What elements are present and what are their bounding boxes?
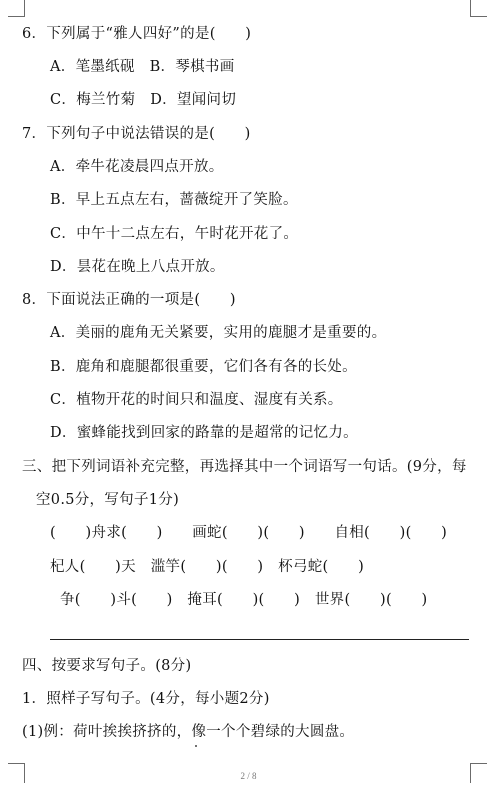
question-7-option-c: C．中午十二点左右，午时花开花了。: [50, 226, 299, 242]
subquestion-1-heading: 1．照样子写句子。(4分，每小题2分): [22, 691, 270, 707]
question-7-option-a: A．牵牛花凌晨四点开放。: [50, 159, 224, 175]
question-8-option-a: A．美丽的鹿角无关紧要，实用的鹿腿才是重要的。: [50, 325, 387, 341]
crop-mark-bottom-left-h: [8, 763, 25, 764]
section-3-heading: 三、把下列词语补充完整，再选择其中一个词语写一句话。(9分，每: [22, 459, 467, 475]
section-3-heading-cont: 空0.5分，写句子1分): [36, 492, 180, 508]
question-6-options-ab: A．笔墨纸砚 B．琴棋书画: [50, 59, 235, 75]
section-4-heading: 四、按要求写句子。(8分): [22, 658, 192, 674]
page-number: 2 / 8: [240, 771, 257, 781]
question-6-options-cd: C．梅兰竹菊 D．望闻问切: [50, 92, 237, 108]
ink-dot: [195, 745, 197, 747]
question-8-option-c: C．植物开花的时间只和温度、湿度有关系。: [50, 392, 343, 408]
crop-mark-top-left-h: [8, 16, 25, 17]
crop-mark-top-left-v: [24, 0, 25, 16]
crop-mark-bottom-right-h: [470, 763, 487, 764]
question-7-option-d: D．昙花在晚上八点开放。: [50, 259, 225, 275]
example-sentence: (1)例：荷叶挨挨挤挤的，像一个个碧绿的大圆盘。: [22, 724, 355, 740]
crop-mark-top-right-v: [470, 0, 471, 16]
question-7-stem: 7．下列句子中说法错误的是( ): [22, 126, 251, 142]
question-6-stem: 6．下列属于“雅人四好”的是( ): [22, 26, 252, 42]
idiom-row-3: 争( )斗( ) 掩耳( )( ) 世界( )( ): [60, 592, 428, 608]
idiom-row-2: 杞人( )天 滥竽( )( ) 杯弓蛇( ): [50, 559, 365, 575]
crop-mark-top-right-h: [470, 16, 487, 17]
question-7-option-b: B．早上五点左右，蔷薇绽开了笑脸。: [50, 192, 298, 208]
question-8-stem: 8．下面说法正确的一项是( ): [22, 292, 236, 308]
idiom-row-1: ( )舟求( ) 画蛇( )( ) 自相( )( ): [50, 525, 448, 541]
question-8-option-d: D．蜜蜂能找到回家的路靠的是超常的记忆力。: [50, 425, 358, 441]
question-8-option-b: B．鹿角和鹿腿都很重要，它们各有各的长处。: [50, 359, 357, 375]
answer-writing-line: [50, 639, 469, 640]
